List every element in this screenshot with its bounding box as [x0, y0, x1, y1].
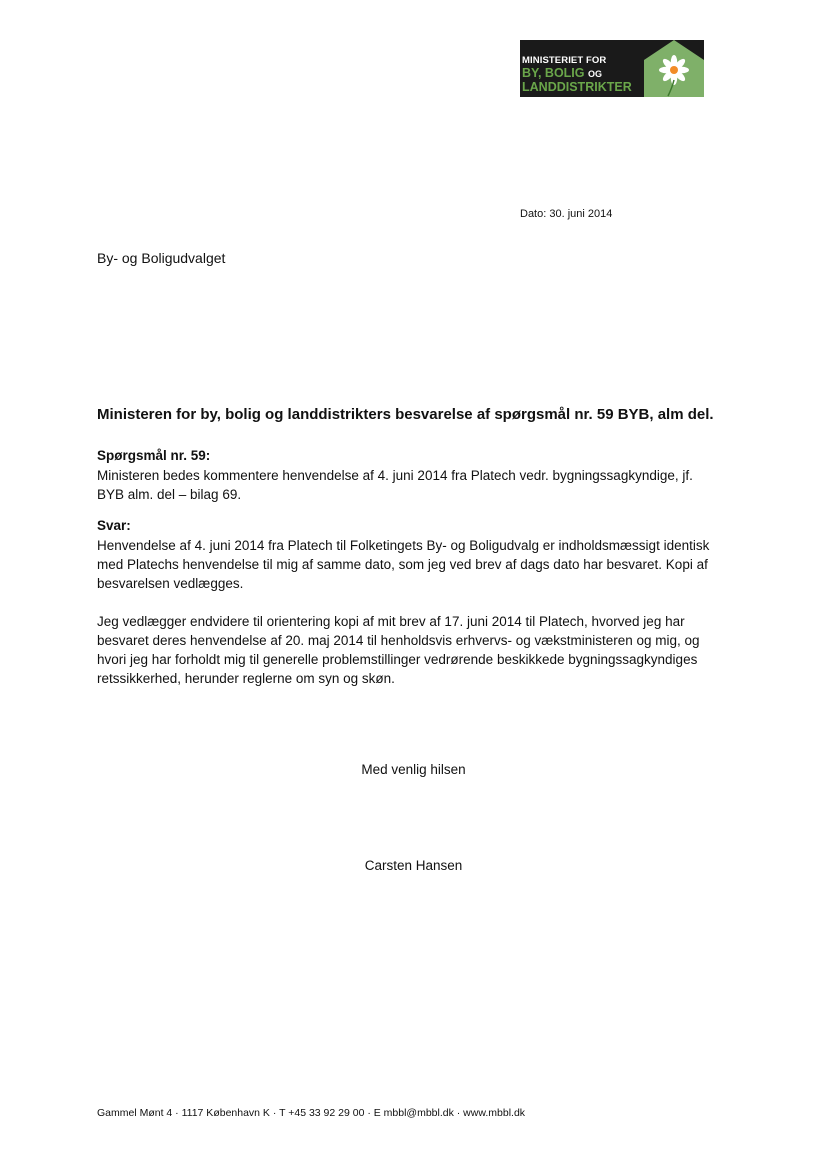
footer-contact: Gammel Mønt 4 · 1117 København K · T +45 33 92 29 00 · E mbbl@mbbl.dk · www.mbbl.dk — [97, 1107, 526, 1119]
answer-paragraph-1 — [97, 536, 747, 593]
logo-line-2-main: BY, BOLIG — [522, 66, 585, 80]
closing-greeting: Med venlig hilsen — [361, 762, 466, 777]
recipient: By- og Boligudvalget — [97, 250, 226, 266]
answer-line: besvarelsen vedlægges. — [97, 576, 244, 591]
answer-line: hvori jeg har forholdt mig til generelle problemstillinger vedrørende beskikkede bygningssagkyndiges — [97, 652, 698, 667]
logo-line-3: LANDDISTRIKTER — [522, 80, 632, 94]
answer-line: Henvendelse af 4. juni 2014 fra Platech til Folketingets By- og Boligudvalg er indholdsmæssigt identisk — [97, 538, 710, 553]
answer-line: med Platechs henvendelse til mig af samme dato, som jeg ved brev af dags dato har besvaret. Kopi af — [97, 557, 708, 572]
signature-name: Carsten Hansen — [364, 858, 463, 873]
ministry-logo — [520, 40, 704, 97]
flower-house-icon — [644, 40, 704, 97]
answer-paragraph-2 — [97, 612, 747, 688]
answer-line: Jeg vedlægger endvidere til orientering kopi af mit brev af 17. juni 2014 til Platech, hvorved jeg har — [97, 614, 685, 629]
document-title: Ministeren for by, bolig og landdistrikters besvarelse af spørgsmål nr. 59 BYB, alm del. — [97, 406, 714, 423]
question-text — [97, 466, 747, 504]
answer-heading: Svar: — [97, 518, 131, 533]
logo-line-1: MINISTERIET FOR — [522, 55, 607, 66]
logo-wordmark — [520, 40, 644, 97]
question-line: BYB alm. del – bilag 69. — [97, 487, 242, 502]
letter-date: Dato: 30. juni 2014 — [520, 208, 613, 220]
answer-line: besvaret deres henvendelse af 20. maj 2014 til henholdsvis erhvervs- og vækstministeren og mig, og — [97, 633, 700, 648]
logo-line-2-og: OG — [588, 69, 603, 79]
question-line: Ministeren bedes kommentere henvendelse af 4. juni 2014 fra Platech vedr. bygningssagkyndige, jf. — [97, 468, 693, 483]
question-heading: Spørgsmål nr. 59: — [97, 448, 211, 463]
logo-line-2 — [522, 67, 644, 81]
answer-line: retssikkerhed, herunder reglerne om syn og skøn. — [97, 671, 395, 686]
